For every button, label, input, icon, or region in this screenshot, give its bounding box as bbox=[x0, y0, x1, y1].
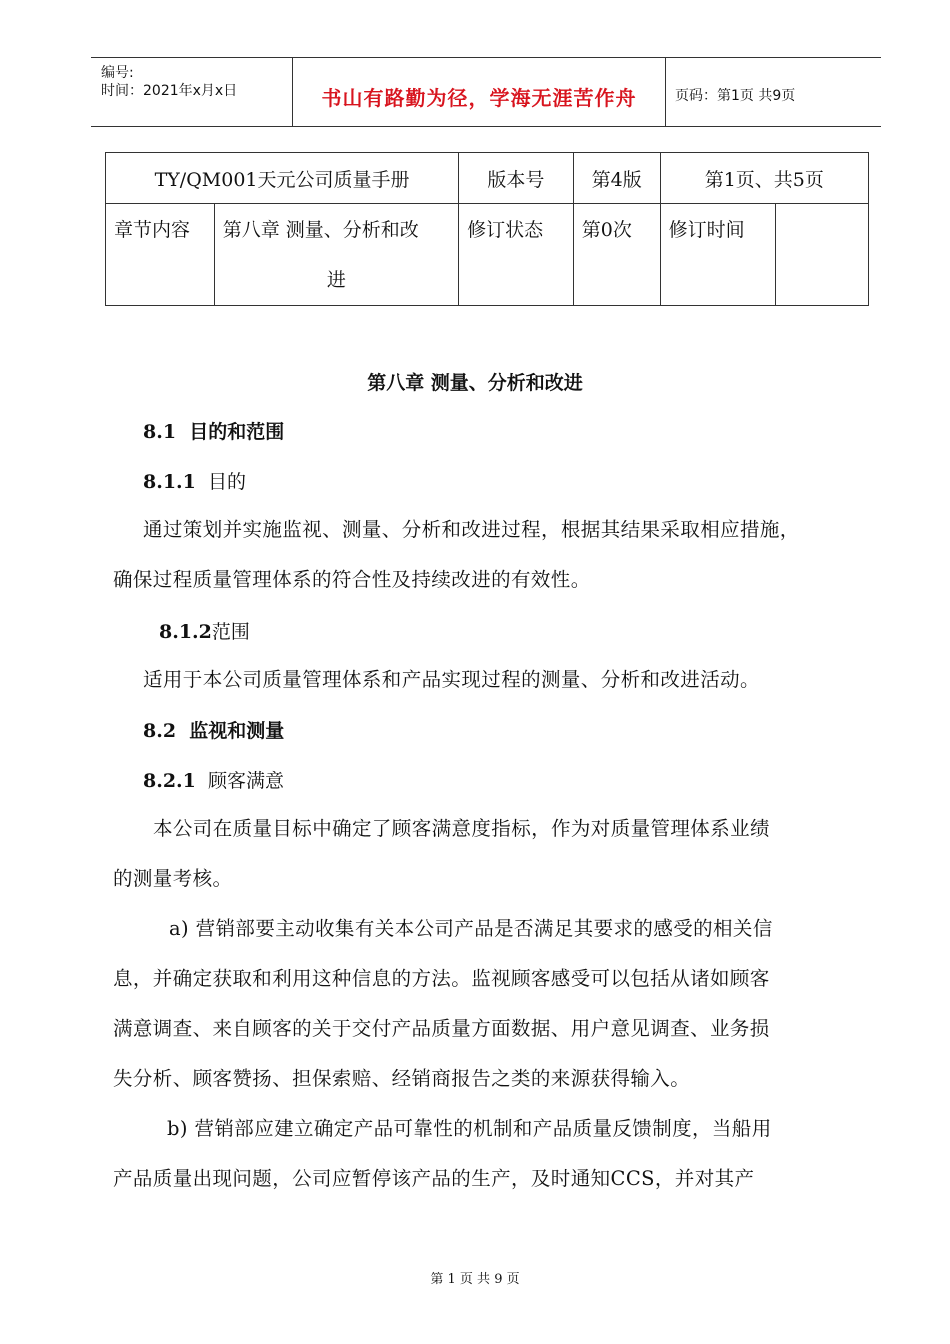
info-row-2 bbox=[106, 204, 869, 306]
paragraph-line: a) 营销部要主动收集有关本公司产品是否满足其要求的感受的相关信 bbox=[169, 917, 773, 940]
section-8-1-1-heading bbox=[143, 467, 246, 494]
paragraph-line: 失分析、顾客赞扬、担保索赔、经销商报告之类的来源获得输入。 bbox=[113, 1067, 691, 1090]
page-footer: 第 1 页 共 9 页 bbox=[430, 1272, 520, 1287]
paragraph-customer-satisfaction bbox=[113, 804, 873, 904]
section-number: 8.1 bbox=[143, 421, 177, 443]
paragraph-line: 适用于本公司质量管理体系和产品实现过程的测量、分析和改进活动。 bbox=[143, 668, 760, 691]
section-8-1-heading bbox=[143, 417, 284, 444]
revision-time-label-cell: 修订时间 bbox=[660, 204, 776, 306]
paragraph-line: 满意调查、来自顾客的关于交付产品质量方面数据、用户意见调查、业务损 bbox=[113, 1017, 770, 1040]
chapter-value-cell bbox=[214, 204, 458, 306]
doc-title-cell: TY/QM001天元公司质量手册 bbox=[106, 153, 459, 204]
header-page-label: 页码：第1页 共9页 bbox=[675, 88, 796, 104]
header-motto: 书山有路勤为径，学海无涯苦作舟 bbox=[321, 86, 637, 110]
section-8-2-1-heading bbox=[143, 766, 284, 793]
doc-time-label: 时间：2021年x月x日 bbox=[101, 83, 238, 99]
paragraph-line: 确保过程质量管理体系的符合性及持续改进的有效性。 bbox=[113, 568, 591, 591]
paragraph-scope bbox=[113, 655, 873, 705]
section-number: 8.2 bbox=[143, 720, 177, 742]
doc-number-label: 编号: bbox=[101, 65, 134, 81]
page-value-cell: 第1页、共5页 bbox=[660, 153, 868, 204]
paragraph-item-a bbox=[113, 904, 873, 1104]
paragraph-line: 息，并确定获取和利用这种信息的方法。监视顾客感受可以包括从诸如顾客 bbox=[113, 967, 770, 990]
section-title: 范围 bbox=[211, 621, 250, 643]
paragraph-item-b bbox=[113, 1104, 873, 1204]
chapter-title: 第八章 测量、分析和改进 bbox=[367, 372, 583, 394]
page-header bbox=[91, 57, 881, 127]
document-info-table bbox=[105, 152, 869, 306]
chapter-value-line2: 进 bbox=[326, 269, 346, 291]
paragraph-line: b) 营销部应建立确定产品可靠性的机制和产品质量反馈制度，当船用 bbox=[167, 1117, 772, 1140]
section-title: 顾客满意 bbox=[207, 770, 284, 792]
section-number: 8.2.1 bbox=[143, 770, 196, 792]
header-center-cell bbox=[293, 58, 666, 126]
section-title: 目的和范围 bbox=[189, 421, 285, 443]
revision-status-value-cell: 第0次 bbox=[573, 204, 660, 306]
section-8-1-2-heading bbox=[159, 617, 250, 644]
header-left-cell bbox=[91, 58, 293, 126]
version-value-cell: 第4版 bbox=[573, 153, 660, 204]
chapter-label-cell: 章节内容 bbox=[106, 204, 215, 306]
info-row-1 bbox=[106, 153, 869, 204]
section-title: 目的 bbox=[207, 471, 246, 493]
chapter-value-line1: 第八章 测量、分析和改 bbox=[222, 219, 419, 241]
section-number: 8.1.1 bbox=[143, 471, 196, 493]
version-label-cell: 版本号 bbox=[459, 153, 574, 204]
revision-status-label-cell: 修订状态 bbox=[459, 204, 574, 306]
paragraph-line: 本公司在质量目标中确定了顾客满意度指标，作为对质量管理体系业绩 bbox=[153, 817, 770, 840]
paragraph-line: 通过策划并实施监视、测量、分析和改进过程，根据其结果采取相应措施， bbox=[143, 518, 800, 541]
paragraph-line: 产品质量出现问题，公司应暂停该产品的生产，及时通知CCS，并对其产 bbox=[113, 1167, 755, 1190]
header-right-cell bbox=[666, 58, 881, 126]
paragraph-line: 的测量考核。 bbox=[113, 867, 233, 890]
paragraph-purpose bbox=[113, 505, 873, 605]
revision-time-value-cell bbox=[776, 204, 869, 306]
section-8-2-heading bbox=[143, 716, 284, 743]
section-title: 监视和测量 bbox=[189, 720, 285, 742]
section-number: 8.1.2 bbox=[159, 621, 212, 643]
